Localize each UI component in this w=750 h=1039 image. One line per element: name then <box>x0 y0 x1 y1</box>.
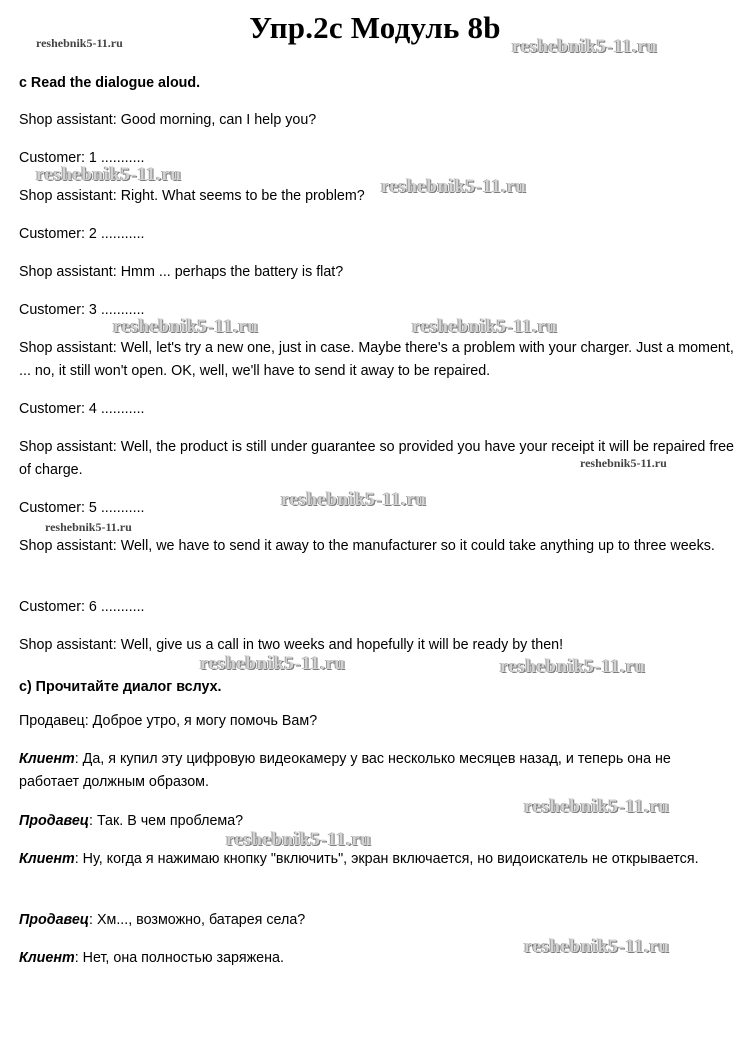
dialogue-line: Shop assistant: Right. What seems to be the problem? <box>19 188 365 204</box>
speaker-label: Продавец <box>19 813 90 829</box>
english-heading: c Read the dialogue aloud. <box>19 75 201 91</box>
dialogue-line: Customer: 4 ........... <box>19 401 145 417</box>
dialogue-line: Shop assistant: Well, the product is still under guarantee so provided you have your receipt it will be repaired free of charge. <box>19 439 734 478</box>
dialogue-line <box>19 748 734 793</box>
watermark: reshebnik5-11.ru <box>524 796 670 817</box>
watermark: reshebnik5-11.ru <box>524 936 670 957</box>
dialogue-line: Customer: 6 ........... <box>19 599 145 615</box>
dialogue-line: Shop assistant: Hmm ... perhaps the battery is flat? <box>19 264 344 280</box>
dialogue-line: Customer: 1 ........... <box>19 150 145 166</box>
line-text: : Нет, она полностью заряжена. <box>74 950 284 966</box>
dialogue-line: Customer: 3 ........... <box>19 302 145 318</box>
watermark: reshebnik5-11.ru <box>36 36 123 50</box>
watermark: reshebnik5-11.ru <box>512 36 658 57</box>
dialogue-line <box>19 848 734 871</box>
dialogue-line: Shop assistant: Well, give us a call in two weeks and hopefully it will be ready by then! <box>19 637 564 653</box>
dialogue-line: Продавец: Доброе утро, я могу помочь Вам? <box>19 713 318 729</box>
page-title: Упр.2с Модуль 8b <box>249 10 501 45</box>
watermark: reshebnik5-11.ru <box>36 164 182 185</box>
line-text: : Так. В чем проблема? <box>89 813 244 829</box>
watermark: reshebnik5-11.ru <box>580 456 667 470</box>
speaker-label: Клиент <box>19 950 75 966</box>
speaker-label: Клиент <box>19 851 75 867</box>
line-text: : Ну, когда я нажимаю кнопку "включить", экран включается, но видоискатель не открывается. <box>74 851 699 867</box>
russian-heading: с) Прочитайте диалог вслух. <box>19 679 222 695</box>
watermark: reshebnik5-11.ru <box>412 316 558 337</box>
watermark: reshebnik5-11.ru <box>113 316 259 337</box>
watermark: reshebnik5-11.ru <box>45 520 132 534</box>
watermark: reshebnik5-11.ru <box>500 656 646 677</box>
line-text: : Да, я купил эту цифровую видеокамеру у вас несколько месяцев назад, и теперь она не работает должным образом. <box>19 751 671 790</box>
dialogue-line: Customer: 2 ........... <box>19 226 145 242</box>
speaker-label: Продавец <box>19 912 90 928</box>
line-text: : Хм..., возможно, батарея села? <box>89 912 306 928</box>
watermark: reshebnik5-11.ru <box>200 653 346 674</box>
watermark: reshebnik5-11.ru <box>381 176 527 197</box>
dialogue-line: Shop assistant: Well, let's try a new one, just in case. Maybe there's a problem with your charger. Just a moment, ... no, it still won't open. OK, well, we'll have to send it away to be repaired. <box>19 340 734 379</box>
dialogue-line: Shop assistant: Well, we have to send it away to the manufacturer so it could take anything up to three weeks. <box>19 538 715 554</box>
watermark: reshebnik5-11.ru <box>226 829 372 850</box>
watermark: reshebnik5-11.ru <box>281 489 427 510</box>
speaker-label: Клиент <box>19 751 75 767</box>
dialogue-line: Customer: 5 ........... <box>19 500 145 516</box>
dialogue-line: Shop assistant: Good morning, can I help you? <box>19 112 317 128</box>
dialogue-line <box>19 909 734 932</box>
